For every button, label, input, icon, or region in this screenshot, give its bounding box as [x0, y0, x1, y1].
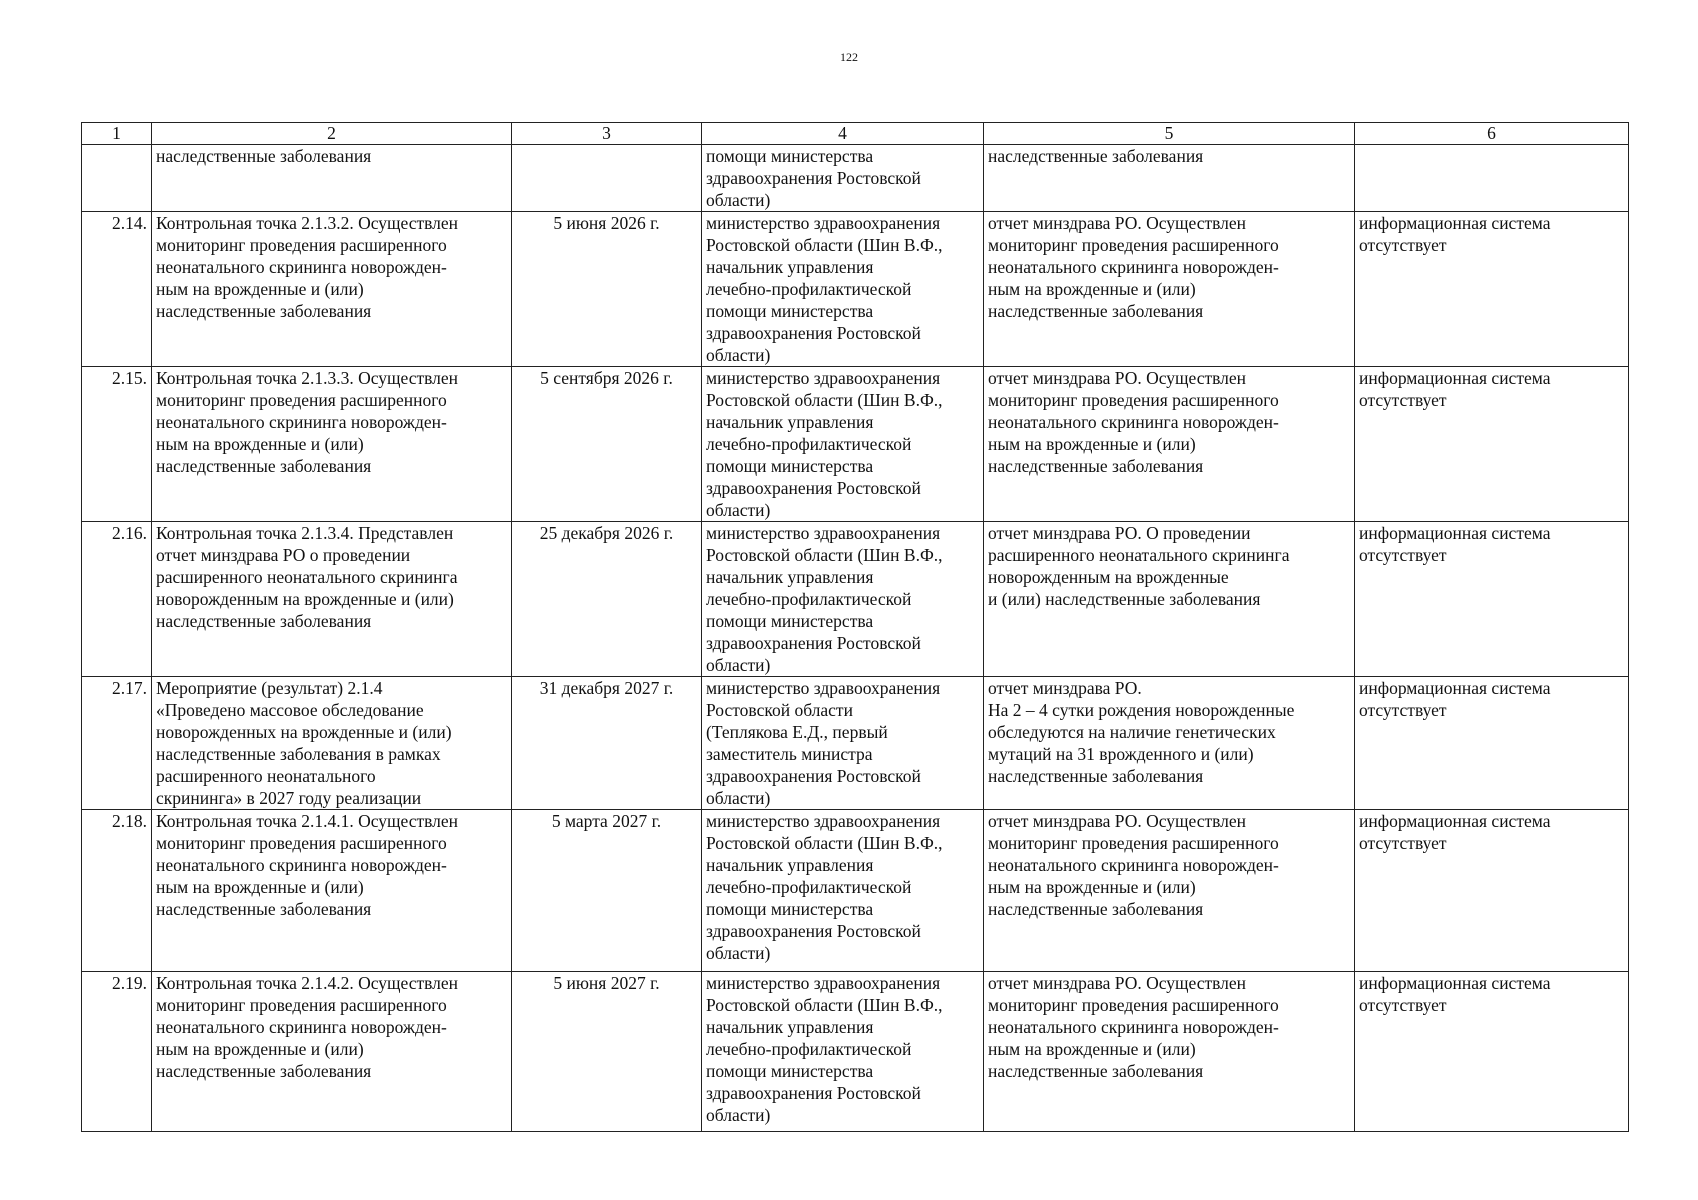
system-cell: информационная система отсутствует: [1355, 212, 1629, 367]
table-row: [82, 522, 1629, 677]
event-cell: Контрольная точка 2.1.4.1. Осуществлен мониторинг проведения расширенного неонатального скрининга новорожден- ным на врожденные и (или) наследственные заболевания: [152, 810, 512, 972]
event-cell: Контрольная точка 2.1.3.4. Представлен отчет минздрава РО о проведении расширенного неонатального скрининга новорожденным на врожденные и (или) наследственные заболевания: [152, 522, 512, 677]
system-cell: информационная система отсутствует: [1355, 677, 1629, 810]
responsible-cell: министерство здравоохранения Ростовской области (Теплякова Е.Д., первый заместитель министра здравоохранения Ростовской области): [702, 677, 984, 810]
system-cell: информационная система отсутствует: [1355, 522, 1629, 677]
responsible-cell: министерство здравоохранения Ростовской области (Шин В.Ф., начальник управления лечебно-профилактической помощи министерства здравоохранения Ростовской области): [702, 810, 984, 972]
system-cell: информационная система отсутствует: [1355, 367, 1629, 522]
table-row: [82, 145, 1629, 212]
table-row: [82, 972, 1629, 1132]
table-row: [82, 810, 1629, 972]
column-header: 2: [152, 123, 512, 145]
responsible-cell: министерство здравоохранения Ростовской области (Шин В.Ф., начальник управления лечебно-профилактической помощи министерства здравоохранения Ростовской области): [702, 972, 984, 1132]
event-cell: Мероприятие (результат) 2.1.4 «Проведено массовое обследование новорожденных на врожденные и (или) наследственные заболевания в рамках расширенного неонатального скрининга» в 2027 году реализации: [152, 677, 512, 810]
row-number: 2.14.: [82, 212, 152, 367]
table-row: [82, 677, 1629, 810]
result-cell: отчет минздрава РО. Осуществлен мониторинг проведения расширенного неонатального скрининга новорожден- ным на врожденные и (или) наследственные заболевания: [984, 810, 1355, 972]
column-header: 5: [984, 123, 1355, 145]
system-cell: информационная система отсутствует: [1355, 972, 1629, 1132]
row-number: 2.18.: [82, 810, 152, 972]
date-cell: 5 сентября 2026 г.: [512, 367, 702, 522]
row-number: 2.15.: [82, 367, 152, 522]
page-number: 122: [840, 50, 858, 64]
column-header: 6: [1355, 123, 1629, 145]
table-row: [82, 212, 1629, 367]
column-header: 3: [512, 123, 702, 145]
system-cell: информационная система отсутствует: [1355, 810, 1629, 972]
date-cell: 5 июня 2026 г.: [512, 212, 702, 367]
date-cell: 25 декабря 2026 г.: [512, 522, 702, 677]
date-cell: 5 марта 2027 г.: [512, 810, 702, 972]
responsible-cell: министерство здравоохранения Ростовской области (Шин В.Ф., начальник управления лечебно-профилактической помощи министерства здравоохранения Ростовской области): [702, 367, 984, 522]
event-cell: наследственные заболевания: [152, 145, 512, 212]
responsible-cell: помощи министерства здравоохранения Ростовской области): [702, 145, 984, 212]
event-cell: Контрольная точка 2.1.3.3. Осуществлен мониторинг проведения расширенного неонатального скрининга новорожден- ным на врожденные и (или) наследственные заболевания: [152, 367, 512, 522]
row-number: 2.16.: [82, 522, 152, 677]
table-row: [82, 367, 1629, 522]
date-cell: 5 июня 2027 г.: [512, 972, 702, 1132]
responsible-cell: министерство здравоохранения Ростовской области (Шин В.Ф., начальник управления лечебно-профилактической помощи министерства здравоохранения Ростовской области): [702, 522, 984, 677]
column-header: 1: [82, 123, 152, 145]
row-number: [82, 145, 152, 212]
event-cell: Контрольная точка 2.1.4.2. Осуществлен мониторинг проведения расширенного неонатального скрининга новорожден- ным на врожденные и (или) наследственные заболевания: [152, 972, 512, 1132]
date-cell: 31 декабря 2027 г.: [512, 677, 702, 810]
event-cell: Контрольная точка 2.1.3.2. Осуществлен мониторинг проведения расширенного неонатального скрининга новорожден- ным на врожденные и (или) наследственные заболевания: [152, 212, 512, 367]
column-number-header-row: [82, 123, 1629, 145]
system-cell: [1355, 145, 1629, 212]
column-header: 4: [702, 123, 984, 145]
date-cell: [512, 145, 702, 212]
result-cell: отчет минздрава РО. Осуществлен мониторинг проведения расширенного неонатального скрининга новорожден- ным на врожденные и (или) наследственные заболевания: [984, 212, 1355, 367]
schedule-table: [81, 122, 1629, 1132]
result-cell: отчет минздрава РО. На 2 – 4 сутки рождения новорожденные обследуются на наличие генетических мутаций на 31 врожденного и (или) наследственные заболевания: [984, 677, 1355, 810]
result-cell: отчет минздрава РО. Осуществлен мониторинг проведения расширенного неонатального скрининга новорожден- ным на врожденные и (или) наследственные заболевания: [984, 367, 1355, 522]
row-number: 2.19.: [82, 972, 152, 1132]
result-cell: отчет минздрава РО. О проведении расширенного неонатального скрининга новорожденным на врожденные и (или) наследственные заболевания: [984, 522, 1355, 677]
result-cell: отчет минздрава РО. Осуществлен мониторинг проведения расширенного неонатального скрининга новорожден- ным на врожденные и (или) наследственные заболевания: [984, 972, 1355, 1132]
row-number: 2.17.: [82, 677, 152, 810]
responsible-cell: министерство здравоохранения Ростовской области (Шин В.Ф., начальник управления лечебно-профилактической помощи министерства здравоохранения Ростовской области): [702, 212, 984, 367]
result-cell: наследственные заболевания: [984, 145, 1355, 212]
